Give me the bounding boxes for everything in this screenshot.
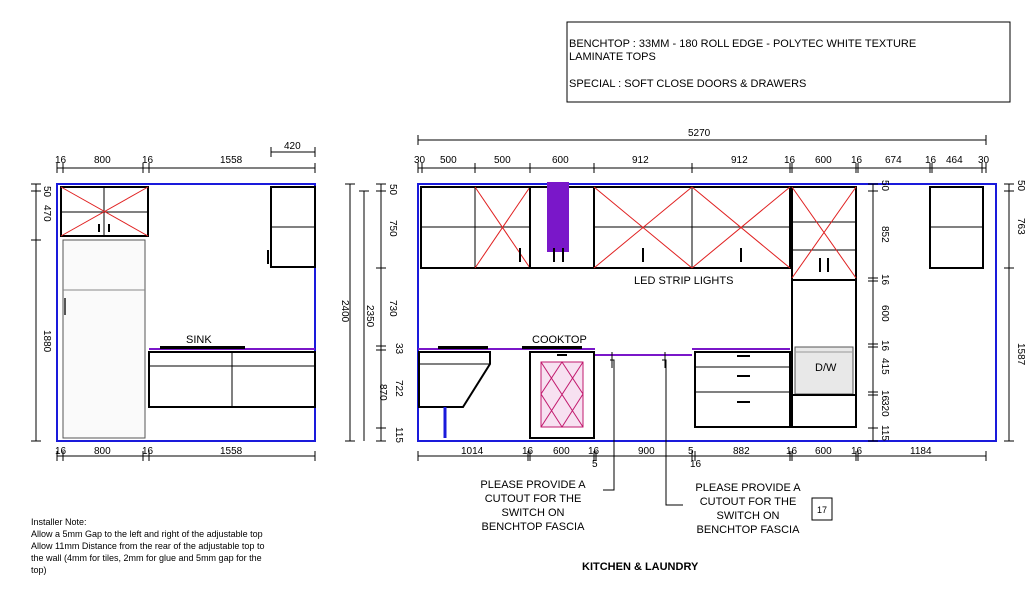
installer-note-line3: Allow 11mm Distance from the rear of the adjustable top to [31,541,265,551]
r-top-dim-12: 464 [946,155,963,166]
r-bottom-dim-3: 600 [553,446,570,457]
r-top-dim-2: 500 [440,155,457,166]
r-top-dim-3: 500 [494,155,511,166]
cutout-note-2-line2: CUTOUT FOR THE [699,496,797,508]
r-bottom-dim-11: 600 [815,446,832,457]
led-strip-label: LED STRIP LIGHTS [634,275,734,287]
total-height-2400: 2400 [339,300,350,323]
r-top-dim-7: 16 [784,155,796,166]
cutout-note-1-line2: CUTOUT FOR THE [484,493,582,505]
benchtop-spec-line1: BENCHTOP : 33MM - 180 ROLL EDGE - POLYTEC WHITE TEXTURE [569,38,917,50]
left-height-3: 1880 [41,330,52,353]
cooktop-label: COOKTOP [532,334,587,346]
tall-height-7: 16 [879,390,890,402]
right-height-2: 763 [1015,218,1026,235]
left-bottom-dim-2: 800 [94,446,111,457]
r-bottom-dim-5: 5 [592,459,598,470]
left-elevation [31,141,315,461]
tall-height-8: 320 [879,400,890,417]
overhead-width-dim: 420 [284,141,301,152]
left-top-dim-3: 16 [142,155,154,166]
mid-height-5: 722 [393,380,404,397]
r-top-dim-5: 912 [632,155,649,166]
r-top-dim-6: 912 [731,155,748,166]
cutout-note-1-line1: PLEASE PROVIDE A [480,479,586,491]
tall-height-2: 852 [879,226,890,243]
r-bottom-dim-6: 900 [638,446,655,457]
r-bottom-dim-12: 16 [851,446,863,457]
total-height-dims [339,184,404,443]
tall-height-5: 16 [879,340,890,352]
r-top-dim-11: 16 [925,155,937,166]
installer-note-line5: top) [31,565,47,575]
cutout-note-1-line4: BENCHTOP FASCIA [481,521,585,533]
left-height-2: 470 [41,205,52,222]
tall-height-6: 415 [879,358,890,375]
left-bottom-dim-3: 16 [142,446,154,457]
mid-height-1: 50 [387,184,398,196]
r-bottom-dim-2: 16 [522,446,534,457]
spec-box [567,22,1010,102]
right-elevation [414,128,1026,505]
benchtop-spec-line2: LAMINATE TOPS [569,51,656,63]
left-bottom-dim-1: 16 [55,446,67,457]
cutout-note-2 [695,482,801,536]
installer-note [31,517,264,575]
page-number: 17 [816,505,828,515]
left-top-dim-4: 1558 [220,155,243,166]
cutout-note-1 [480,479,586,533]
total-width-dim: 5270 [688,128,711,139]
r-top-dim-4: 600 [552,155,569,166]
installer-note-line4: the wall (4mm for tiles, 2mm for glue and 5mm gap for the [31,553,262,563]
r-bottom-dim-10: 16 [786,446,798,457]
r-bottom-dim-1: 1014 [461,446,484,457]
r-bottom-dim-7: 5 [688,446,694,457]
left-top-dim-2: 800 [94,155,111,166]
r-bottom-dim-4: 16 [588,446,600,457]
r-bottom-dim-13: 1184 [910,446,932,457]
installer-note-line1: Installer Note: [31,517,87,527]
dw-label: D/W [815,362,837,374]
r-bottom-dim-8: 16 [690,459,702,470]
installer-note-line2: Allow a 5mm Gap to the left and right of the adjustable top [31,529,263,539]
tall-height-1: 50 [879,180,890,192]
mid-height-2: 750 [387,220,398,237]
sink-label: SINK [186,334,212,346]
r-top-dim-8: 600 [815,155,832,166]
r-top-dim-1: 30 [414,155,426,166]
right-height-1: 50 [1015,180,1026,192]
tall-height-4: 600 [879,305,890,322]
drawing-title: KITCHEN & LAUNDRY [582,561,699,573]
total-height-2350: 2350 [364,305,375,328]
mid-height-7: 115 [393,427,404,443]
r-top-dim-13: 30 [978,155,990,166]
left-top-dim-1: 16 [55,155,67,166]
mid-height-6: 870 [377,384,388,401]
left-height-1: 50 [41,186,52,198]
tall-height-3: 16 [879,274,890,286]
r-top-dim-10: 674 [885,155,902,166]
left-bottom-dim-4: 1558 [220,446,243,457]
r-bottom-dim-9: 882 [733,446,750,457]
tall-height-9: 115 [879,425,890,441]
right-height-3: 1587 [1015,343,1026,366]
cutout-note-2-line3: SWITCH ON [716,510,780,522]
mid-height-4: 33 [393,343,404,355]
cutout-note-2-line4: BENCHTOP FASCIA [696,524,800,536]
mid-height-3: 730 [387,300,398,317]
cutout-note-1-line3: SWITCH ON [501,507,565,519]
r-top-dim-9: 16 [851,155,863,166]
page-number-box [812,498,832,520]
cutout-note-2-line1: PLEASE PROVIDE A [695,482,801,494]
special-spec: SPECIAL : SOFT CLOSE DOORS & DRAWERS [569,78,807,90]
